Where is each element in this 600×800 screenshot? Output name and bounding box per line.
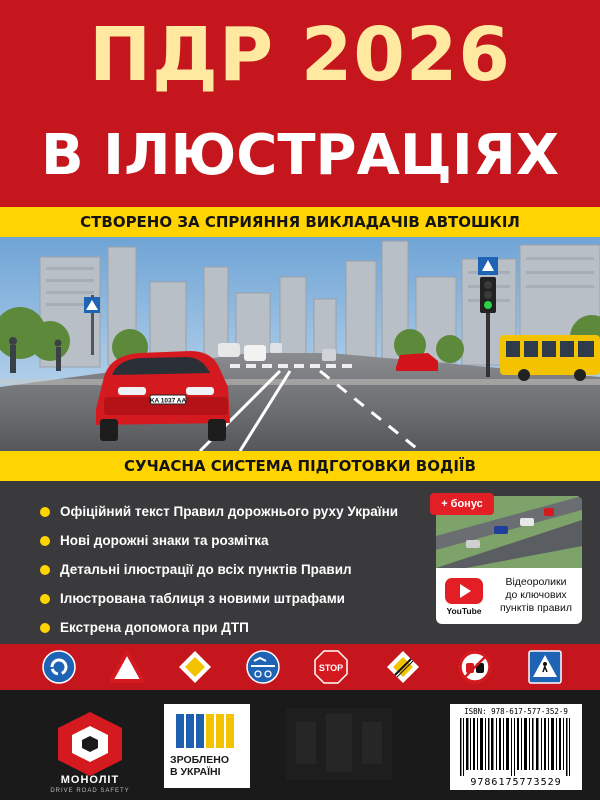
roundabout-icon — [42, 650, 76, 684]
features-heading: СУЧАСНА СИСТЕМА ПІДГОТОВКИ ВОДІЇВ — [0, 451, 600, 481]
isbn-text: ISBN: 978-617-577-352-9 — [464, 707, 568, 716]
bike-lane-icon — [246, 650, 280, 684]
feature-item: Детальні ілюстрації до всіх пунктів Правил — [40, 555, 398, 584]
feature-item: Нові дорожні знаки та розмітка — [40, 526, 398, 555]
bonus-badge: + бонус — [430, 493, 494, 515]
street-illustration — [0, 237, 600, 451]
bullet-icon — [40, 565, 50, 575]
barcode-panel — [450, 704, 582, 790]
bullet-icon — [40, 507, 50, 517]
dark-emblem-icon — [286, 708, 392, 780]
bullet-icon — [40, 623, 50, 633]
monolit-logo-icon — [52, 708, 128, 780]
svg-text:STOP: STOP — [318, 663, 344, 673]
made-in-ukraine-text: ЗРОБЛЕНО В УКРАЇНІ — [170, 754, 230, 778]
priority-road-icon — [178, 650, 212, 684]
license-plate: KA 1037 AA — [149, 397, 187, 405]
stop-sign-icon — [314, 650, 348, 684]
feature-list — [40, 497, 398, 642]
made-in-ukraine-badge — [164, 704, 250, 788]
tagline-band: СТВОРЕНО ЗА СПРИЯННЯ ВИКЛАДАЧІВ АВТОШКІЛ — [0, 207, 600, 237]
bullet-icon — [40, 594, 50, 604]
video-description: Відеоролики до ключових пунктів правил — [499, 576, 573, 614]
publisher-name: МОНОЛІТ — [60, 774, 120, 786]
cover-title: ПДР 2026 — [89, 12, 511, 98]
bonus-video-card — [436, 496, 582, 624]
ukraine-flag-icon — [176, 714, 238, 748]
pedestrian-crossing-icon — [528, 650, 562, 684]
feature-item: Офіційний текст Правил дорожнього руху України — [40, 497, 398, 526]
traffic-signs-strip — [0, 644, 600, 690]
no-overtaking-icon — [458, 650, 492, 684]
warning-triangle-icon — [110, 650, 144, 684]
cover-subtitle: В ІЛЮСТРАЦІЯХ — [40, 123, 560, 188]
barcode-digits: 9786175773529 — [470, 777, 562, 788]
end-priority-road-icon — [386, 650, 420, 684]
publisher-tagline: DRIVE ROAD SAFETY — [50, 788, 130, 794]
feature-item: Ілюстрована таблиця з новими штрафами — [40, 584, 398, 613]
bullet-icon — [40, 536, 50, 546]
youtube-icon — [442, 574, 486, 618]
svg-text:YouTube: YouTube — [446, 606, 482, 616]
barcode-icon — [456, 718, 576, 776]
feature-item: Екстрена допомога при ДТП — [40, 613, 398, 642]
street-scene-image — [0, 237, 600, 451]
